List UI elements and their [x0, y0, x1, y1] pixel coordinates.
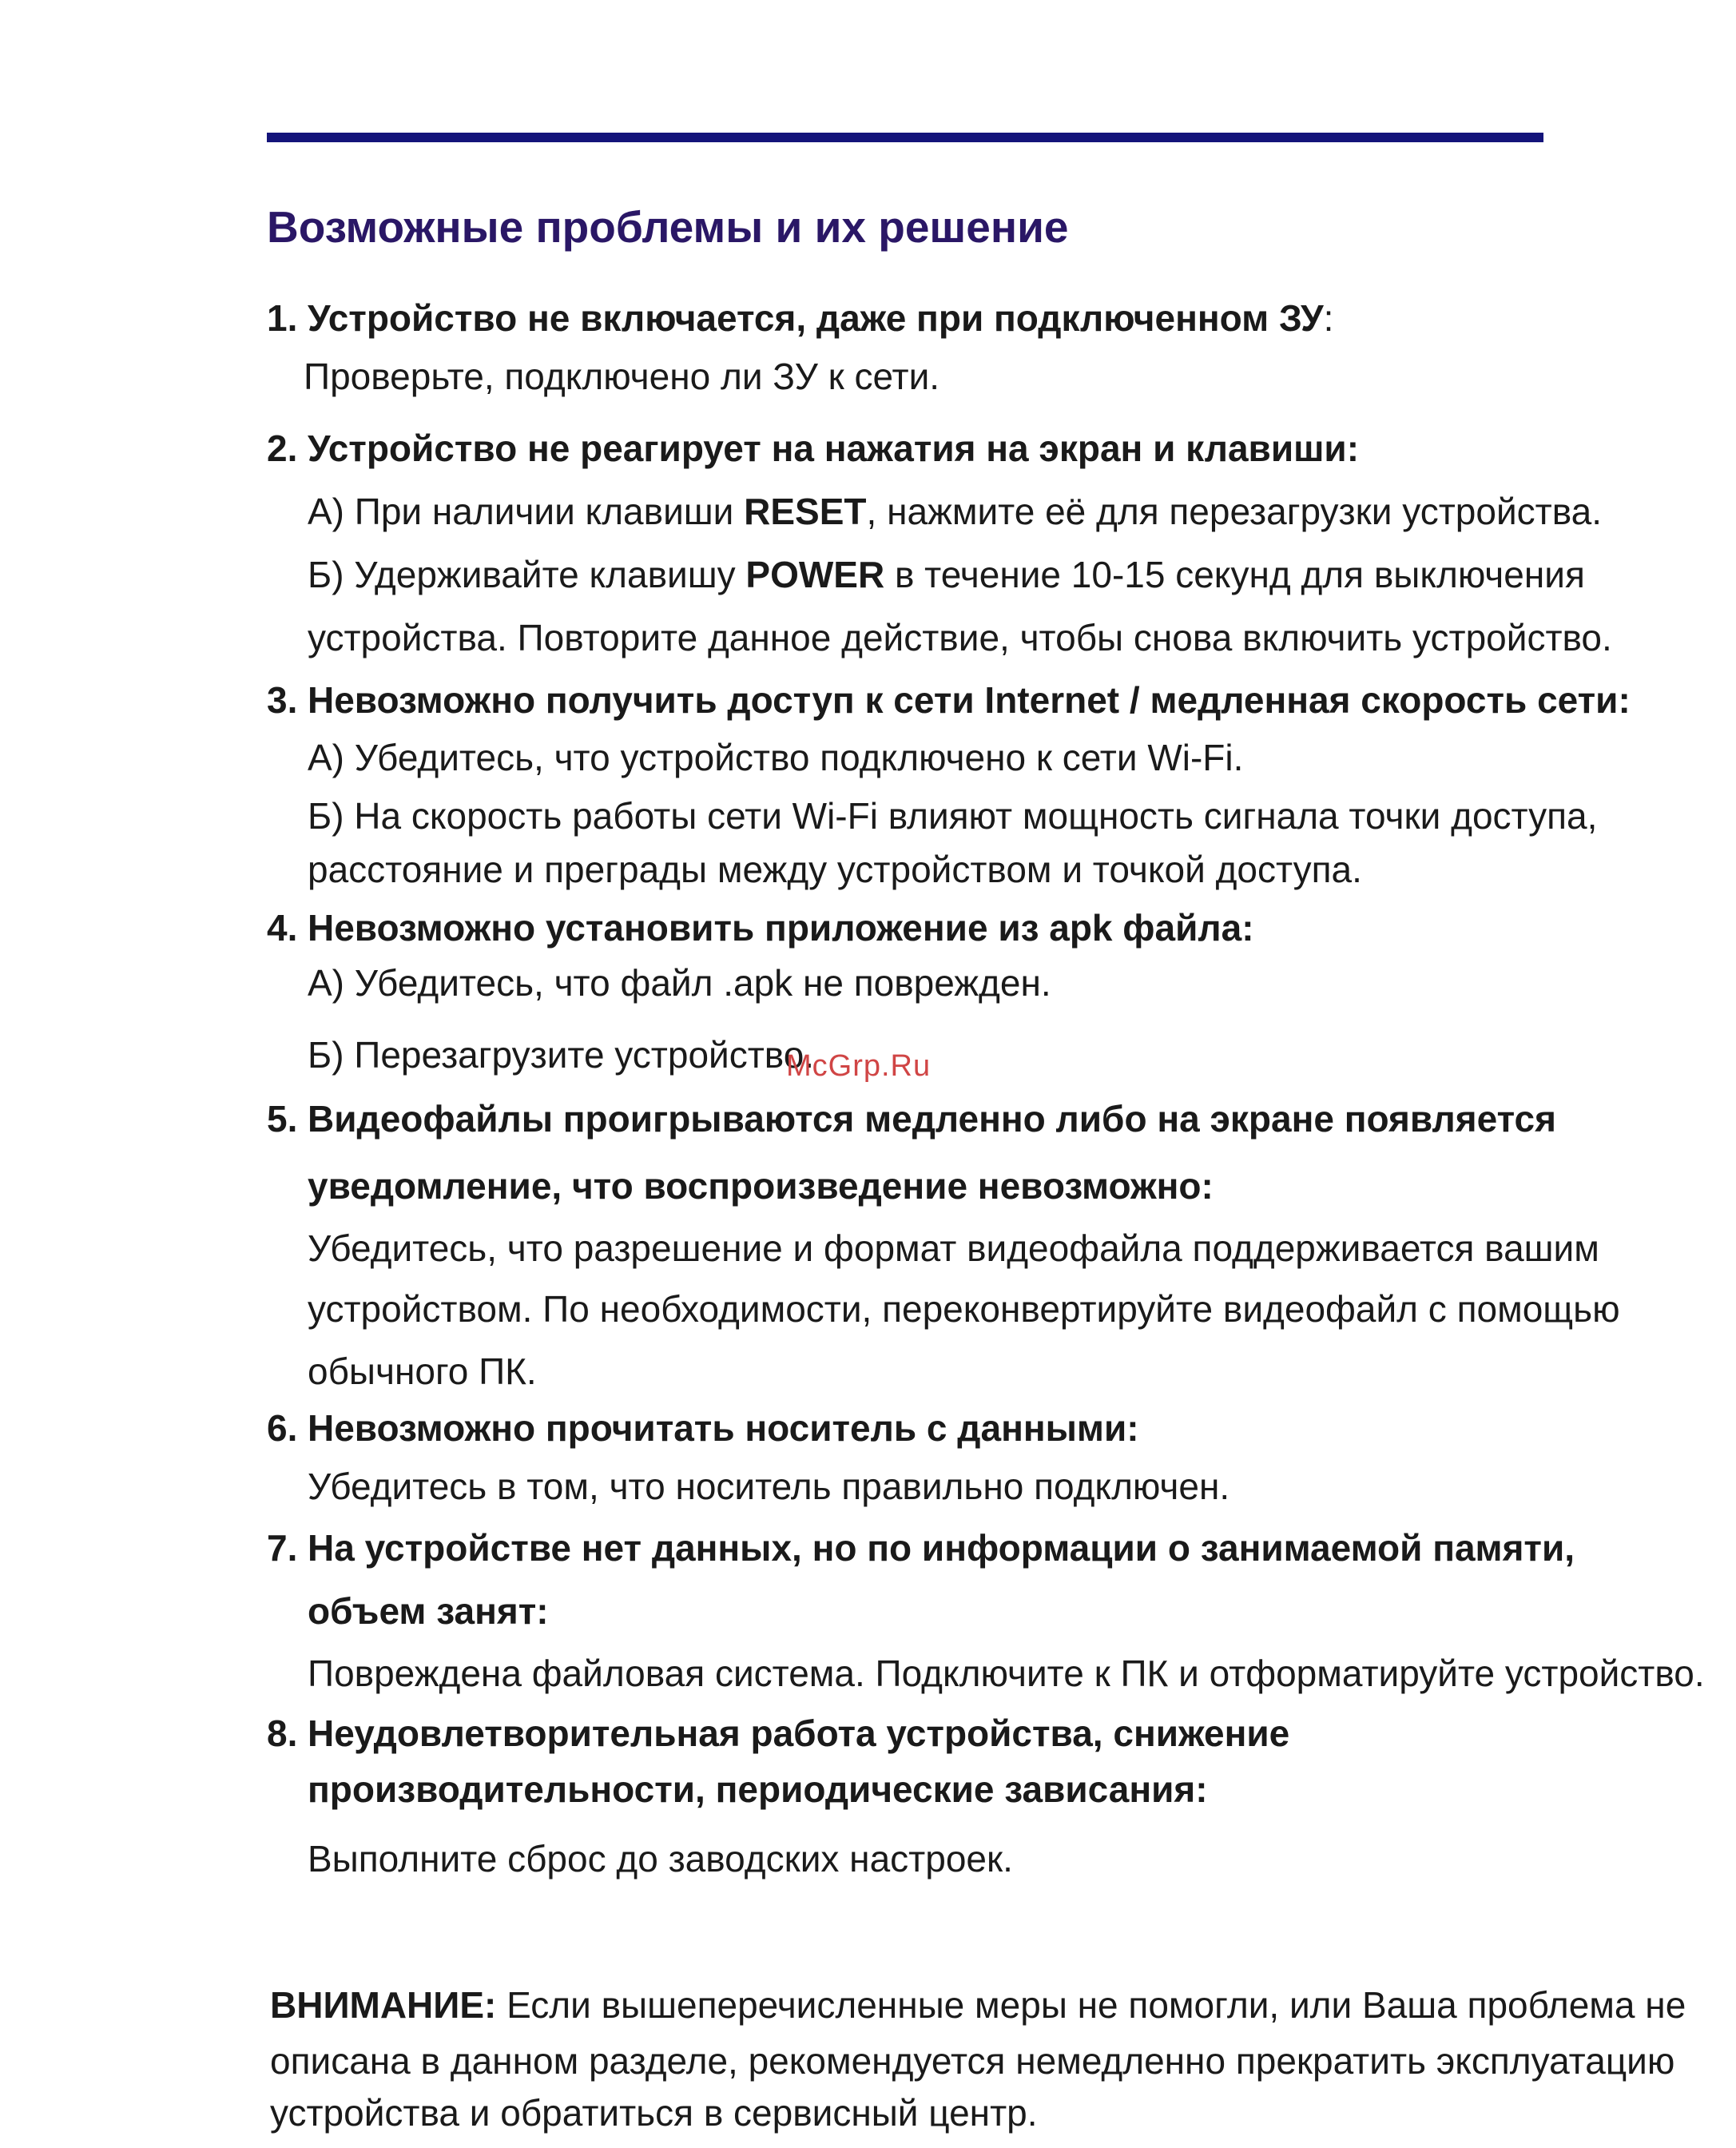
reset-key-label: RESET: [744, 491, 867, 532]
item-5-solution: Убедитесь, что разрешение и формат видеофайла поддерживается вашим: [308, 1227, 1599, 1269]
item-7-heading-cont: объем занят:: [308, 1590, 549, 1632]
item-7-solution: Повреждена файловая система. Подключите к ПК и отформатируйте устройство.: [308, 1653, 1705, 1694]
item-1-number: 1.: [267, 297, 298, 339]
warning-note: [270, 1984, 1686, 2027]
page-title: Возможные проблемы и их решение: [267, 202, 1069, 252]
item-4-solution-a: А) Убедитесь, что файл .apk не поврежден.: [308, 962, 1051, 1004]
item-2-a-text-end: , нажмите её для перезагрузки устройства.: [866, 491, 1603, 532]
warning-note-cont: описана в данном разделе, рекомендуется немедленно прекратить эксплуатацию: [270, 2040, 1675, 2082]
item-3-heading: [267, 679, 1631, 722]
item-8-heading: [267, 1712, 1289, 1755]
item-5-heading-cont: уведомление, что воспроизведение невозможно:: [308, 1165, 1214, 1207]
top-divider: [267, 133, 1543, 142]
item-5-number: 5.: [267, 1098, 298, 1140]
item-8-heading-cont: производительности, периодические зависания:: [308, 1768, 1208, 1810]
item-4-number: 4.: [267, 907, 298, 949]
item-4-heading-text: Невозможно установить приложение из apk файла:: [308, 907, 1254, 949]
item-4-heading: [267, 907, 1254, 949]
item-8-heading-text: Неудовлетворительная работа устройства, снижение: [308, 1712, 1290, 1754]
item-7-heading-text: На устройстве нет данных, но по информации о занимаемой памяти,: [308, 1527, 1575, 1569]
item-1-heading-text: Устройство не включается, даже при подключенном ЗУ: [308, 297, 1324, 339]
item-5-heading: [267, 1098, 1556, 1140]
watermark: McGrp.Ru: [786, 1049, 932, 1083]
item-7-number: 7.: [267, 1527, 298, 1569]
item-3-solution-a: А) Убедитесь, что устройство подключено к сети Wi-Fi.: [308, 737, 1244, 778]
item-2-a-text: А) При наличии клавиши: [308, 491, 745, 532]
item-2-heading: [267, 428, 1359, 470]
item-3-heading-text: Невозможно получить доступ к сети Internet / медленная скорость сети:: [308, 679, 1631, 721]
item-2-solution-b: [308, 554, 1585, 596]
item-7-heading: [267, 1527, 1575, 1569]
item-5-solution-end: обычного ПК.: [308, 1350, 537, 1392]
warning-note-end: устройства и обратиться в сервисный центр.: [270, 2092, 1038, 2134]
item-2-heading-text: Устройство не реагирует на нажатия на экран и клавиши:: [308, 428, 1360, 469]
item-6-number: 6.: [267, 1407, 298, 1449]
item-6-heading-text: Невозможно прочитать носитель с данными:: [308, 1407, 1139, 1449]
item-2-solution-a: [308, 491, 1602, 533]
item-6-solution: Убедитесь в том, что носитель правильно подключен.: [308, 1466, 1230, 1507]
item-2-solution-b-cont: устройства. Повторите данное действие, чтобы снова включить устройство.: [308, 617, 1612, 658]
item-6-heading: [267, 1407, 1139, 1450]
item-3-solution-b: Б) На скорость работы сети Wi-Fi влияют мощность сигнала точки доступа,: [308, 795, 1598, 837]
item-1-heading: [267, 297, 1333, 340]
item-2-b-text-end: в течение 10-15 секунд для выключения: [884, 554, 1585, 595]
item-2-number: 2.: [267, 428, 298, 469]
item-1-heading-colon: :: [1323, 297, 1334, 339]
item-3-solution-b-cont: расстояние и преграды между устройством и точкой доступа.: [308, 849, 1362, 890]
warning-text: Если вышеперечисленные меры не помогли, или Ваша проблема не: [496, 1984, 1686, 2026]
item-8-solution: Выполните сброс до заводских настроек.: [308, 1838, 1013, 1880]
power-key-label: POWER: [745, 554, 885, 595]
item-1-solution: Проверьте, подключено ли ЗУ к сети.: [304, 356, 940, 397]
item-2-b-text: Б) Удерживайте клавишу: [308, 554, 746, 595]
item-8-number: 8.: [267, 1712, 298, 1754]
warning-label: ВНИМАНИЕ:: [270, 1984, 497, 2026]
item-5-heading-text: Видеофайлы проигрываются медленно либо на экране появляется: [308, 1098, 1556, 1140]
item-5-solution-cont: устройством. По необходимости, переконвертируйте видеофайл с помощью: [308, 1288, 1620, 1330]
item-3-number: 3.: [267, 679, 298, 721]
item-4-solution-b: Б) Перезагрузите устройство.: [308, 1034, 815, 1076]
